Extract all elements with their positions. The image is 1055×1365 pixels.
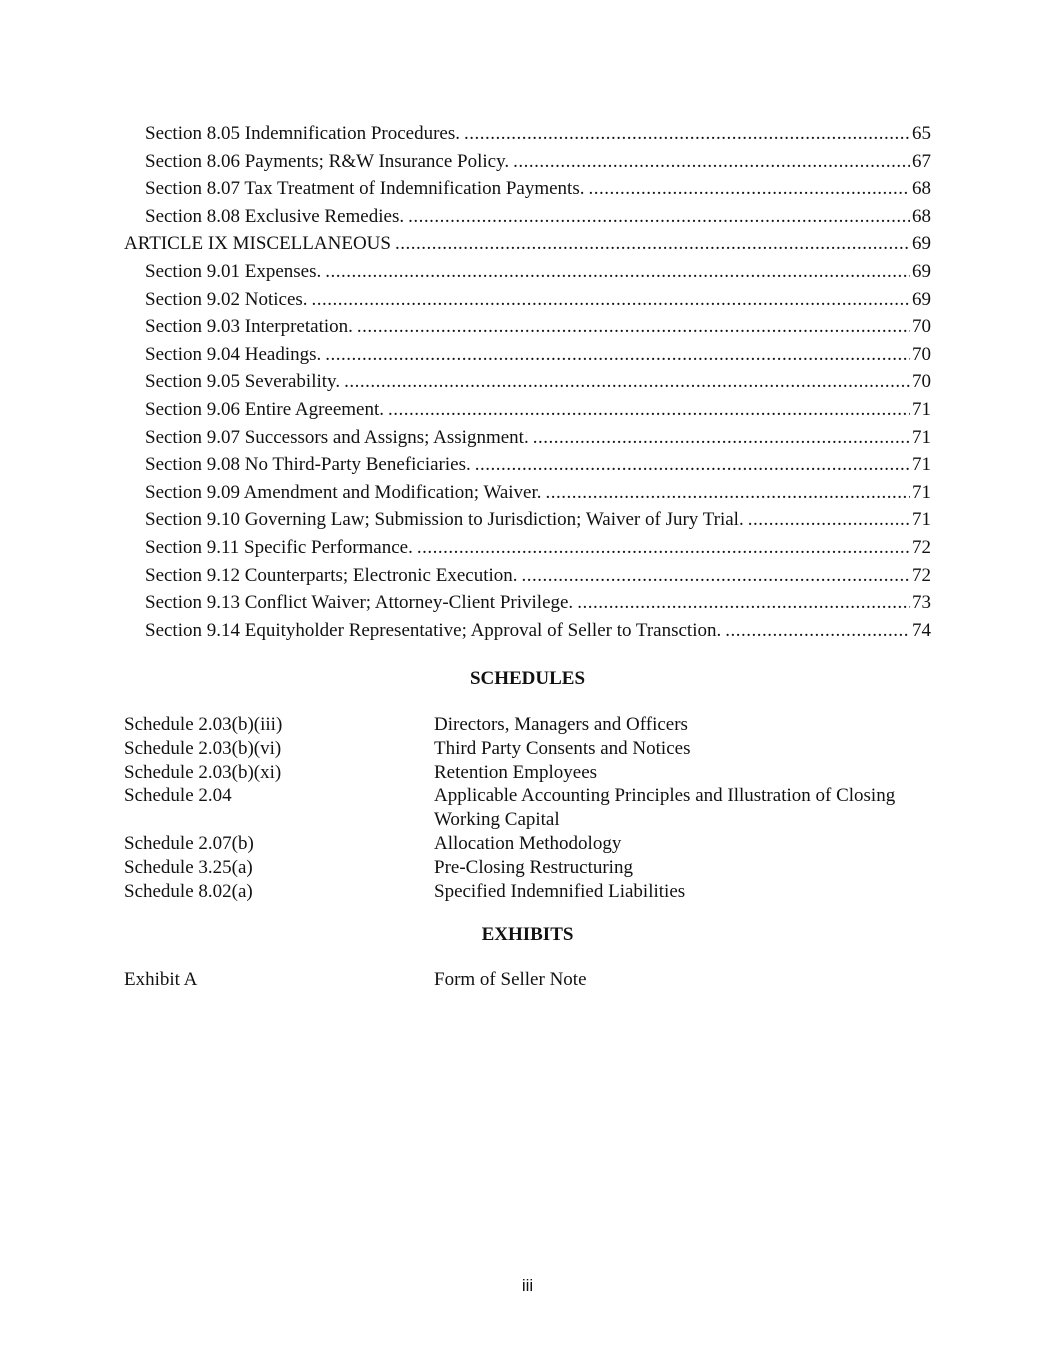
toc-section-entry xyxy=(124,344,931,372)
toc-entry-title: Section 8.06 Payments; R&W Insurance Policy. xyxy=(145,150,510,172)
schedule-row xyxy=(124,713,934,737)
toc-entry-title: Section 9.04 Headings. xyxy=(145,343,322,365)
toc-dot-leader xyxy=(408,206,910,228)
toc-entry-title: Section 9.03 Interpretation. xyxy=(145,316,353,338)
toc-section-entry xyxy=(124,399,931,427)
toc-dot-leader xyxy=(388,399,910,421)
toc-dot-leader xyxy=(464,123,910,145)
toc-entry-page: 71 xyxy=(912,426,931,448)
toc-entry-page: 69 xyxy=(912,233,931,255)
toc-dot-leader xyxy=(748,509,910,531)
toc-entry-title: Section 9.10 Governing Law; Submission to Jurisdiction; Waiver of Jury Trial. xyxy=(145,509,744,531)
toc-section-entry xyxy=(124,509,931,537)
toc-entry-title: ARTICLE IX MISCELLANEOUS xyxy=(124,233,391,255)
toc-section-entry xyxy=(124,123,931,151)
toc-entry-page: 69 xyxy=(912,260,931,282)
toc-section-entry xyxy=(124,289,931,317)
toc-entry-title: Section 9.12 Counterparts; Electronic Execution. xyxy=(145,564,518,586)
list-item-description: Form of Seller Note xyxy=(434,969,587,990)
list-item-code: Schedule 2.04 xyxy=(124,785,232,807)
exhibit-row xyxy=(124,968,934,992)
toc-dot-leader xyxy=(417,537,910,559)
toc-entry-title: Section 9.05 Severability. xyxy=(145,371,341,393)
toc-entry-page: 72 xyxy=(912,536,931,558)
toc-dot-leader xyxy=(577,592,910,614)
schedule-row xyxy=(124,761,934,785)
list-item-description: Third Party Consents and Notices xyxy=(434,737,691,759)
toc-section-entry xyxy=(124,151,931,179)
toc-dot-leader xyxy=(395,233,910,255)
toc-entry-page: 72 xyxy=(912,564,931,586)
exhibits-heading: EXHIBITS xyxy=(481,924,574,945)
toc-entry-page: 68 xyxy=(912,178,931,200)
toc-entry-title: Section 9.11 Specific Performance. xyxy=(145,536,413,558)
toc-entry-title: Section 9.01 Expenses. xyxy=(145,260,322,282)
toc-entry-title: Section 9.07 Successors and Assigns; Assignment. xyxy=(145,426,529,448)
toc-entry-title: Section 9.02 Notices. xyxy=(145,288,308,310)
list-item-description: Retention Employees xyxy=(434,761,598,783)
toc-section-entry xyxy=(124,206,931,234)
toc-section-entry xyxy=(124,454,931,482)
toc-section-entry xyxy=(124,178,931,206)
toc-dot-leader xyxy=(546,482,910,504)
list-item-description: Directors, Managers and Officers xyxy=(434,714,688,735)
list-item-description: Specified Indemnified Liabilities xyxy=(434,880,686,902)
toc-entry-title: Section 9.06 Entire Agreement. xyxy=(145,398,385,420)
toc-entry-title: Section 8.07 Tax Treatment of Indemnification Payments. xyxy=(145,178,585,200)
toc-section-entry xyxy=(124,537,931,565)
toc-dot-leader xyxy=(475,454,910,476)
list-item-code: Schedule 2.03(b)(vi) xyxy=(124,737,282,759)
toc-entry-title: Section 9.14 Equityholder Representative; Approval of Seller to Transction. xyxy=(145,619,722,641)
toc-dot-leader xyxy=(725,620,910,642)
toc-dot-leader xyxy=(325,344,910,366)
list-item-code: Schedule 2.03(b)(iii) xyxy=(124,714,283,735)
toc-entry-page: 70 xyxy=(912,371,931,393)
schedule-row xyxy=(124,737,934,761)
toc-dot-leader xyxy=(522,565,910,587)
toc-dot-leader xyxy=(357,316,910,338)
toc-entry-page: 68 xyxy=(912,205,931,227)
schedule-row xyxy=(124,880,934,904)
schedules-heading: SCHEDULES xyxy=(469,668,586,689)
list-item-description: Allocation Methodology xyxy=(434,832,622,854)
toc-entry-page: 69 xyxy=(912,288,931,310)
toc-dot-leader xyxy=(312,289,910,311)
toc-section-entry xyxy=(124,565,931,593)
toc-entry-page: 71 xyxy=(912,481,931,503)
toc-entry-title: Section 8.08 Exclusive Remedies. xyxy=(145,205,405,227)
toc-section-entry xyxy=(124,427,931,455)
toc-entry-page: 70 xyxy=(912,343,931,365)
toc-dot-leader xyxy=(344,371,910,393)
schedules-list xyxy=(124,713,934,903)
toc-entry-page: 65 xyxy=(912,123,931,144)
list-item-code: Exhibit A xyxy=(124,969,198,990)
schedule-row xyxy=(124,856,934,880)
toc-entry-title: Section 8.05 Indemnification Procedures. xyxy=(145,123,461,144)
toc-article-entry xyxy=(124,233,931,261)
toc-dot-leader xyxy=(513,151,910,173)
toc-section-entry xyxy=(124,620,931,648)
toc-section-entry xyxy=(124,371,931,399)
toc-dot-leader xyxy=(325,261,910,283)
toc-section-entry xyxy=(124,482,931,510)
toc-entry-title: Section 9.13 Conflict Waiver; Attorney-Client Privilege. xyxy=(145,592,574,614)
page-number: iii xyxy=(521,1276,534,1295)
toc-entry-title: Section 9.09 Amendment and Modification; Waiver. xyxy=(145,481,542,503)
toc-entry-page: 74 xyxy=(912,619,931,641)
list-item-description: Applicable Accounting Principles and Illustration of Closing Working Capital xyxy=(434,785,896,831)
toc-section-entry xyxy=(124,592,931,620)
list-item-description: Pre-Closing Restructuring xyxy=(434,856,633,878)
list-item-code: Schedule 3.25(a) xyxy=(124,856,253,878)
toc-dot-leader xyxy=(533,427,910,449)
toc-entry-page: 71 xyxy=(912,454,931,476)
toc-entry-page: 71 xyxy=(912,509,931,531)
toc-section-entry xyxy=(124,261,931,289)
exhibits-list xyxy=(124,968,934,992)
schedule-row xyxy=(124,832,934,856)
toc-entry-title: Section 9.08 No Third-Party Beneficiaries. xyxy=(145,454,471,476)
toc-entry-page: 71 xyxy=(912,398,931,420)
table-of-contents xyxy=(124,123,931,647)
toc-entry-page: 67 xyxy=(912,150,931,172)
toc-section-entry xyxy=(124,316,931,344)
list-item-code: Schedule 2.03(b)(xi) xyxy=(124,761,282,783)
toc-dot-leader xyxy=(588,178,910,200)
toc-entry-page: 73 xyxy=(912,592,931,614)
schedule-row xyxy=(124,784,934,832)
list-item-code: Schedule 8.02(a) xyxy=(124,880,253,902)
list-item-code: Schedule 2.07(b) xyxy=(124,832,254,854)
toc-entry-page: 70 xyxy=(912,316,931,338)
